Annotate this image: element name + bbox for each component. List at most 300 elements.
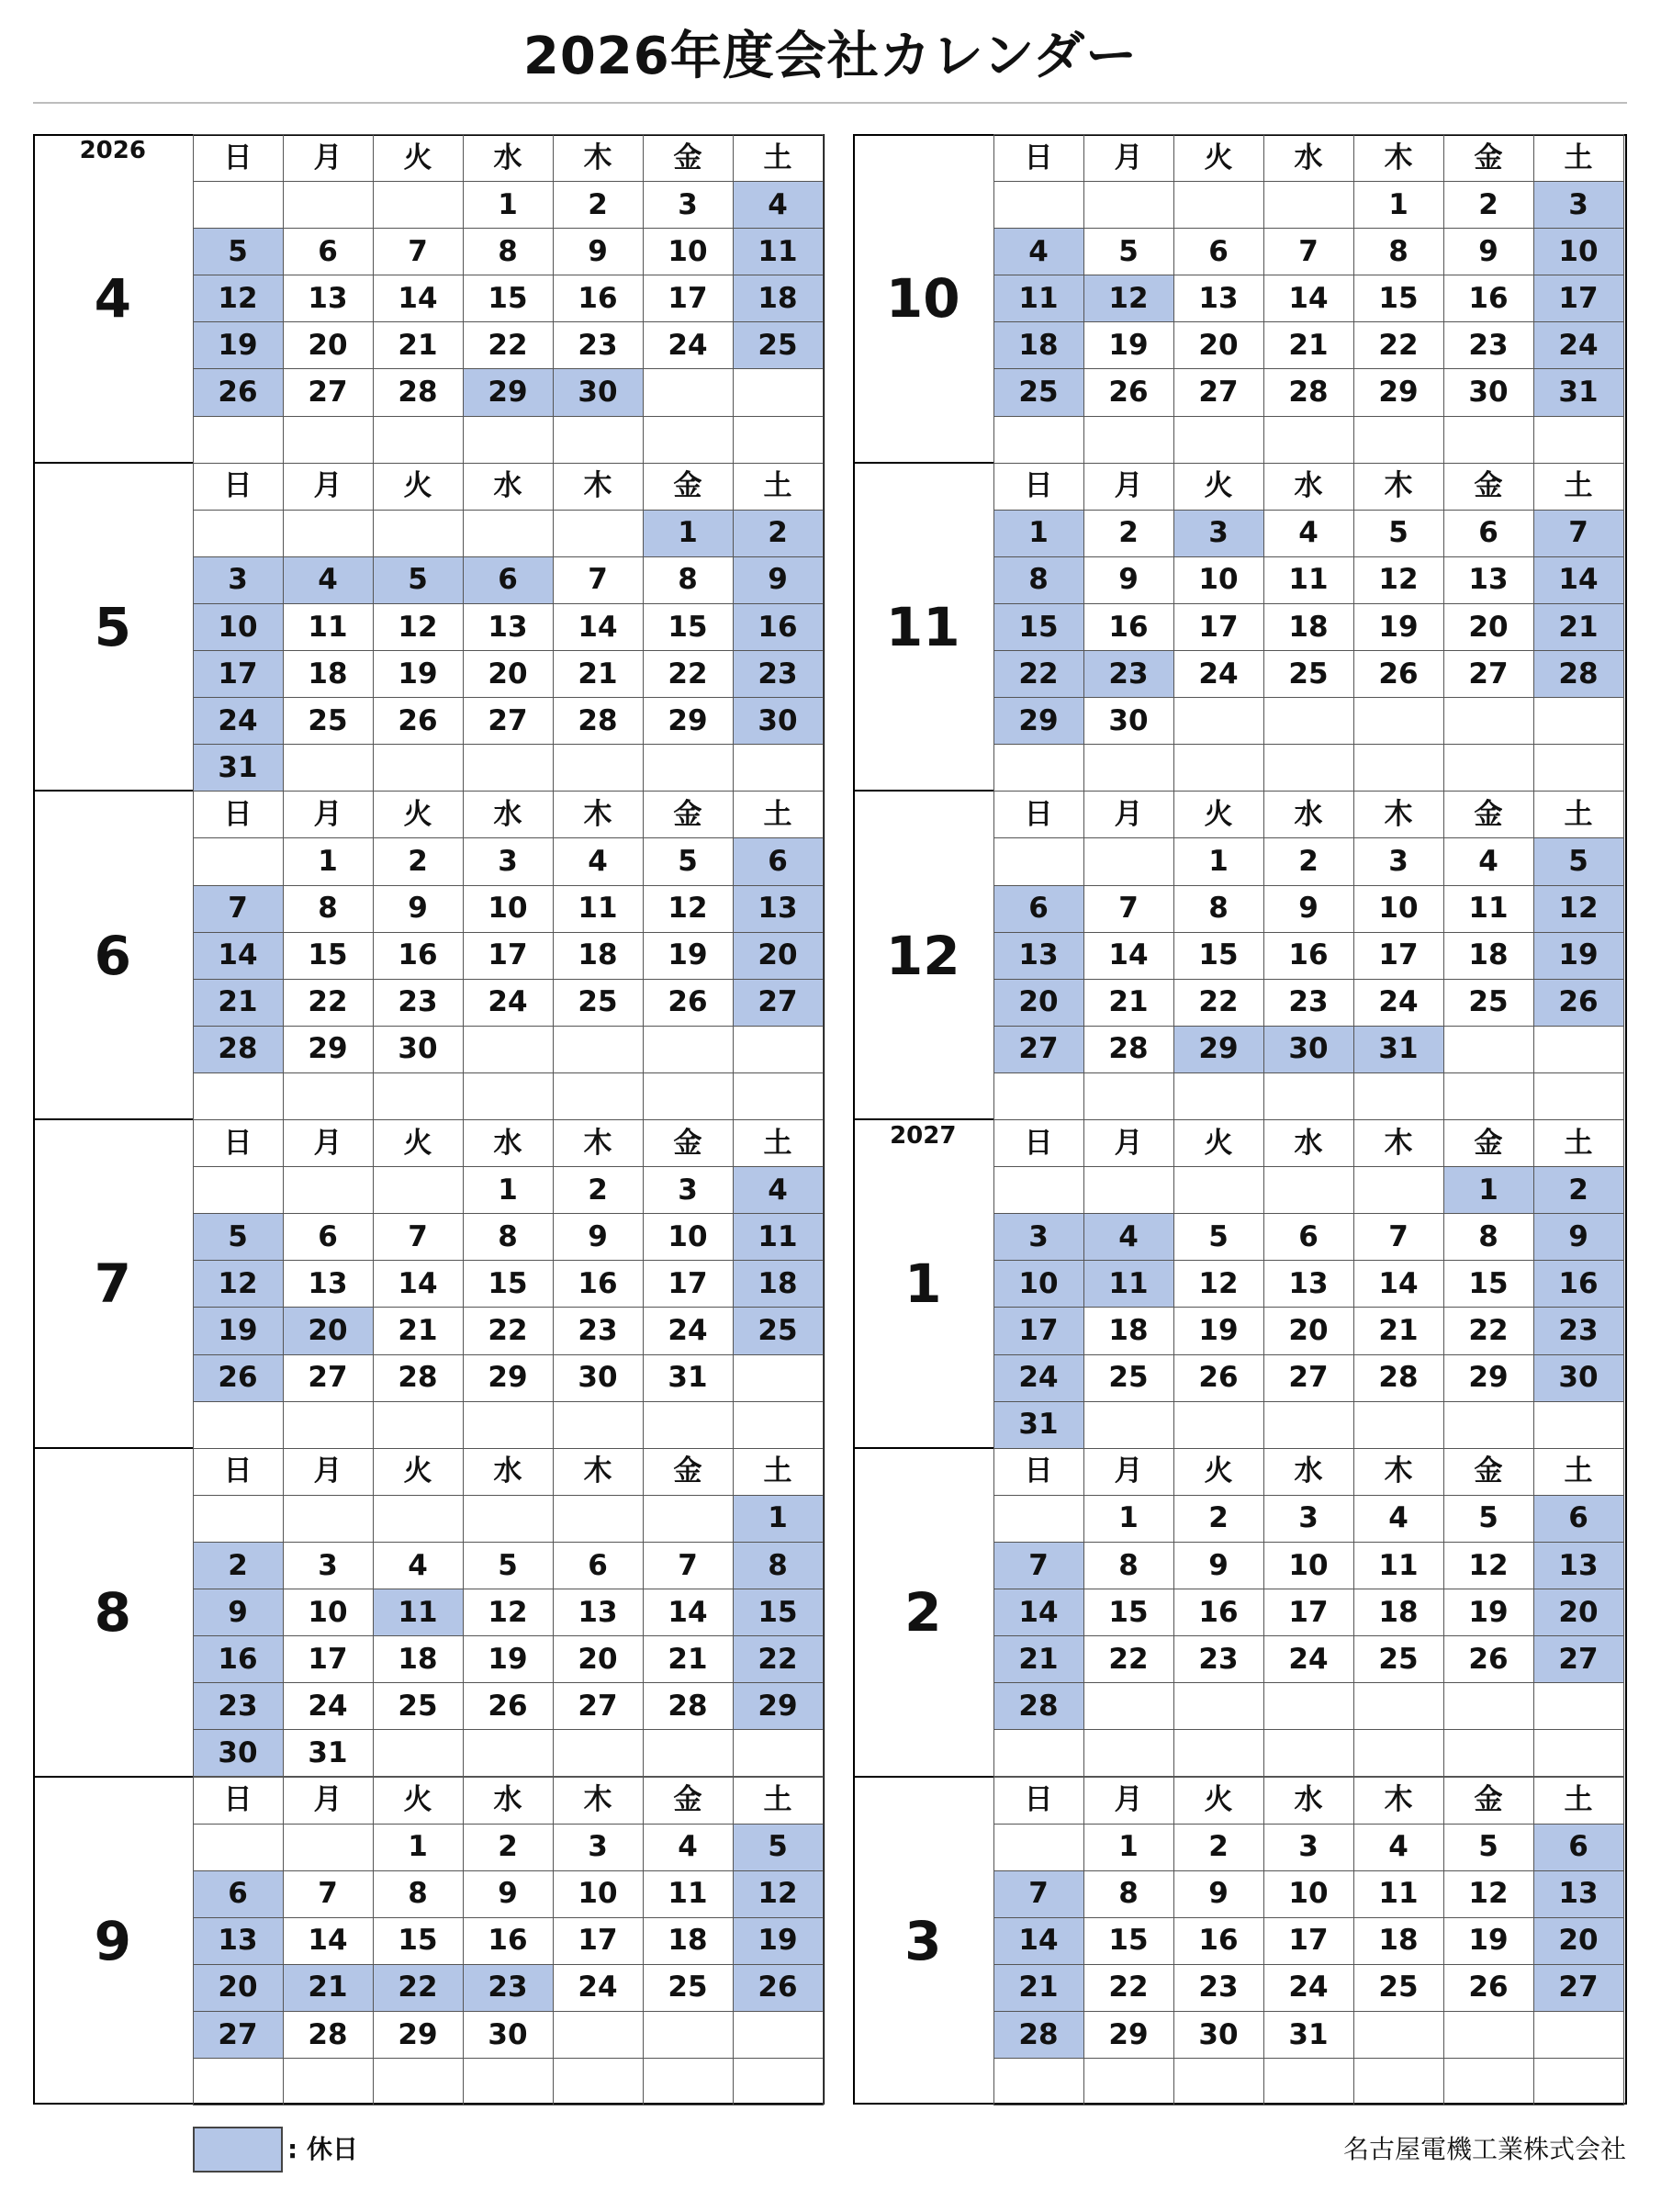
holiday-day-cell: 31	[1533, 369, 1623, 416]
year-label: 2026	[79, 136, 146, 164]
empty-day-cell	[1533, 745, 1623, 792]
day-cell: 6	[1443, 510, 1533, 556]
day-cell: 2	[553, 1167, 643, 1214]
day-cell: 6	[283, 229, 373, 275]
day-cell: 21	[1263, 322, 1353, 369]
day-cell: 9	[1443, 229, 1533, 275]
empty-day-cell	[1353, 1072, 1443, 1119]
day-cell: 19	[643, 932, 733, 979]
day-cell: 12	[1173, 1261, 1263, 1308]
day-cell: 11	[553, 885, 643, 932]
empty-day-cell	[993, 1730, 1083, 1777]
empty-day-cell	[553, 1072, 643, 1119]
holiday-day-cell: 16	[733, 603, 823, 650]
day-cell: 18	[1263, 603, 1353, 650]
weekday-header: 木	[553, 1777, 643, 1824]
holiday-day-cell: 21	[193, 979, 283, 1026]
day-cell: 5	[1443, 1495, 1533, 1542]
empty-day-cell	[993, 1072, 1083, 1119]
day-cell: 27	[553, 1683, 643, 1730]
empty-day-cell	[553, 1026, 643, 1072]
month-number: 12	[885, 924, 960, 987]
empty-day-cell	[373, 182, 463, 229]
month-block-9	[33, 1777, 824, 2106]
weekday-header: 土	[1533, 1448, 1623, 1495]
empty-day-cell	[993, 2059, 1083, 2105]
month-label-cell	[33, 1448, 193, 1777]
empty-day-cell	[553, 2059, 643, 2105]
day-cell: 25	[1443, 979, 1533, 1026]
empty-day-cell	[1443, 698, 1533, 745]
empty-day-cell	[1083, 745, 1173, 792]
weekday-header: 土	[1533, 135, 1623, 182]
weekday-header: 火	[1173, 1120, 1263, 1167]
empty-day-cell	[1353, 1683, 1443, 1730]
empty-day-cell	[373, 1167, 463, 1214]
day-cell: 31	[1263, 2011, 1353, 2058]
holiday-day-cell: 13	[1533, 1870, 1623, 1917]
weekday-header: 日	[193, 792, 283, 838]
day-cell: 26	[1443, 1964, 1533, 2011]
day-cell: 4	[1353, 1824, 1443, 1870]
day-cell: 4	[373, 1542, 463, 1589]
holiday-day-cell: 4	[283, 556, 373, 603]
empty-day-cell	[463, 1072, 553, 1119]
day-cell: 3	[553, 1824, 643, 1870]
weekday-header: 月	[283, 1120, 373, 1167]
month-number: 11	[885, 596, 960, 659]
day-cell: 26	[643, 979, 733, 1026]
holiday-day-cell: 1	[643, 510, 733, 556]
empty-day-cell	[733, 1730, 823, 1777]
holiday-day-cell: 12	[193, 275, 283, 322]
day-cell: 7	[283, 1870, 373, 1917]
day-cell: 16	[1173, 1589, 1263, 1636]
empty-day-cell	[733, 745, 823, 792]
day-cell: 17	[553, 1917, 643, 1964]
weekday-header: 火	[1173, 135, 1263, 182]
day-cell: 13	[1173, 275, 1263, 322]
day-cell: 27	[283, 1354, 373, 1401]
weekday-header: 水	[1263, 463, 1353, 510]
day-cell: 3	[283, 1542, 373, 1589]
weekday-header: 火	[373, 792, 463, 838]
empty-day-cell	[193, 838, 283, 885]
day-cell: 28	[643, 1683, 733, 1730]
empty-day-cell	[193, 182, 283, 229]
holiday-day-cell: 6	[193, 1870, 283, 1917]
day-cell: 30	[1443, 369, 1533, 416]
holiday-day-cell: 20	[733, 932, 823, 979]
day-cell: 25	[373, 1683, 463, 1730]
weekday-header: 火	[373, 1777, 463, 1824]
holiday-day-cell: 12	[733, 1870, 823, 1917]
empty-day-cell	[283, 182, 373, 229]
month-label-cell	[853, 1777, 993, 2105]
empty-day-cell	[1083, 1072, 1173, 1119]
day-cell: 8	[463, 1214, 553, 1261]
day-cell: 15	[283, 932, 373, 979]
day-cell: 21	[553, 651, 643, 698]
empty-day-cell	[373, 1730, 463, 1777]
holiday-day-cell: 30	[733, 698, 823, 745]
empty-day-cell	[1083, 416, 1173, 463]
day-cell: 12	[373, 603, 463, 650]
day-cell: 10	[553, 1870, 643, 1917]
month-separator	[33, 790, 193, 792]
weekday-header: 日	[993, 792, 1083, 838]
weekday-header: 月	[283, 135, 373, 182]
day-cell: 24	[1353, 979, 1443, 1026]
day-cell: 26	[1353, 651, 1443, 698]
empty-day-cell	[193, 1072, 283, 1119]
day-cell: 8	[1083, 1870, 1173, 1917]
holiday-day-cell: 29	[463, 369, 553, 416]
weekday-header: 木	[1353, 1448, 1443, 1495]
holiday-day-cell: 8	[733, 1542, 823, 1589]
empty-day-cell	[1443, 1026, 1533, 1072]
day-cell: 15	[643, 603, 733, 650]
day-cell: 9	[1263, 885, 1353, 932]
weekday-header: 木	[553, 135, 643, 182]
holiday-day-cell: 13	[1533, 1542, 1623, 1589]
day-cell: 17	[1353, 932, 1443, 979]
empty-day-cell	[733, 1026, 823, 1072]
day-cell: 29	[373, 2011, 463, 2058]
empty-day-cell	[1263, 698, 1353, 745]
holiday-day-cell: 13	[193, 1917, 283, 1964]
weekday-header: 金	[1443, 1448, 1533, 1495]
weekday-header: 土	[733, 463, 823, 510]
day-cell: 29	[283, 1026, 373, 1072]
empty-day-cell	[553, 1495, 643, 1542]
empty-day-cell	[1083, 1683, 1173, 1730]
day-cell: 24	[1173, 651, 1263, 698]
empty-day-cell	[1353, 2059, 1443, 2105]
empty-day-cell	[553, 2011, 643, 2058]
empty-day-cell	[1173, 698, 1263, 745]
day-cell: 2	[1443, 182, 1533, 229]
empty-day-cell	[643, 1730, 733, 1777]
holiday-day-cell: 3	[1533, 182, 1623, 229]
empty-day-cell	[1083, 182, 1173, 229]
day-cell: 19	[373, 651, 463, 698]
holiday-legend-swatch	[193, 2127, 283, 2173]
weekday-header: 月	[1083, 792, 1173, 838]
empty-day-cell	[1443, 1401, 1533, 1448]
day-cell: 3	[643, 1167, 733, 1214]
empty-day-cell	[283, 416, 373, 463]
year-label: 2027	[890, 1121, 957, 1150]
empty-day-cell	[193, 1495, 283, 1542]
holiday-day-cell: 3	[993, 1214, 1083, 1261]
empty-day-cell	[1173, 1730, 1263, 1777]
day-cell: 23	[1443, 322, 1533, 369]
weekday-header: 木	[1353, 1777, 1443, 1824]
holiday-day-cell: 1	[993, 510, 1083, 556]
month-number: 7	[94, 1252, 131, 1316]
empty-day-cell	[1353, 1401, 1443, 1448]
holiday-day-cell: 10	[1533, 229, 1623, 275]
weekday-header: 金	[643, 1448, 733, 1495]
day-cell: 13	[1263, 1261, 1353, 1308]
weekday-header: 水	[463, 792, 553, 838]
weekday-header: 日	[993, 1777, 1083, 1824]
day-cell: 27	[1263, 1354, 1353, 1401]
holiday-day-cell: 26	[193, 1354, 283, 1401]
day-cell: 25	[1353, 1636, 1443, 1683]
weekday-header: 日	[993, 463, 1083, 510]
empty-day-cell	[1083, 2059, 1173, 2105]
holiday-day-cell: 29	[1173, 1026, 1263, 1072]
day-cell: 12	[1443, 1870, 1533, 1917]
month-separator	[853, 1118, 993, 1120]
holiday-day-cell: 18	[733, 1261, 823, 1308]
day-cell: 8	[283, 885, 373, 932]
holiday-day-cell: 14	[993, 1589, 1083, 1636]
day-cell: 4	[1263, 510, 1353, 556]
holiday-day-cell: 28	[993, 2011, 1083, 2058]
day-cell: 28	[1083, 1026, 1173, 1072]
month-separator	[33, 1118, 193, 1120]
empty-day-cell	[1173, 1072, 1263, 1119]
month-label-cell	[853, 792, 993, 1120]
day-cell: 4	[1353, 1495, 1443, 1542]
weekday-header: 金	[643, 1777, 733, 1824]
day-cell: 25	[643, 1964, 733, 2011]
holiday-day-cell: 16	[193, 1636, 283, 1683]
weekday-header: 金	[1443, 135, 1533, 182]
day-cell: 1	[1173, 838, 1263, 885]
holiday-day-cell: 2	[733, 510, 823, 556]
empty-day-cell	[553, 1401, 643, 1448]
weekday-header: 金	[1443, 792, 1533, 838]
day-cell: 2	[463, 1824, 553, 1870]
day-cell: 13	[283, 275, 373, 322]
holiday-day-cell: 16	[1533, 1261, 1623, 1308]
day-cell: 6	[1173, 229, 1263, 275]
holiday-day-cell: 6	[463, 556, 553, 603]
day-cell: 23	[553, 1308, 643, 1354]
holiday-day-cell: 19	[193, 322, 283, 369]
day-cell: 16	[1173, 1917, 1263, 1964]
empty-day-cell	[1533, 416, 1623, 463]
day-cell: 16	[463, 1917, 553, 1964]
day-cell: 13	[463, 603, 553, 650]
weekday-header: 日	[993, 1448, 1083, 1495]
holiday-day-cell: 6	[1533, 1824, 1623, 1870]
month-block-7	[33, 1119, 824, 1449]
day-cell: 7	[1083, 885, 1173, 932]
day-cell: 14	[553, 603, 643, 650]
day-cell: 9	[1083, 556, 1173, 603]
day-cell: 19	[1173, 1308, 1263, 1354]
day-cell: 1	[463, 1167, 553, 1214]
empty-day-cell	[643, 1495, 733, 1542]
day-cell: 22	[1083, 1964, 1173, 2011]
holiday-day-cell: 24	[993, 1354, 1083, 1401]
day-cell: 27	[283, 369, 373, 416]
company-name: 名古屋電機工業株式会社	[1342, 2134, 1626, 2164]
weekday-header: 月	[1083, 463, 1173, 510]
day-cell: 14	[1083, 932, 1173, 979]
day-cell: 5	[463, 1542, 553, 1589]
empty-day-cell	[733, 369, 823, 416]
day-cell: 1	[373, 1824, 463, 1870]
holiday-day-cell: 21	[993, 1636, 1083, 1683]
empty-day-cell	[1353, 416, 1443, 463]
weekday-header: 金	[1443, 1120, 1533, 1167]
weekday-header: 日	[193, 1448, 283, 1495]
day-cell: 20	[1173, 322, 1263, 369]
empty-day-cell	[1083, 1167, 1173, 1214]
empty-day-cell	[283, 1072, 373, 1119]
day-cell: 17	[1263, 1589, 1353, 1636]
day-cell: 18	[553, 932, 643, 979]
holiday-day-cell: 15	[993, 603, 1083, 650]
month-number: 1	[904, 1252, 942, 1316]
weekday-header: 金	[643, 1120, 733, 1167]
empty-day-cell	[1353, 2011, 1443, 2058]
weekday-header: 火	[1173, 1777, 1263, 1824]
holiday-day-cell: 31	[993, 1401, 1083, 1448]
day-cell: 22	[643, 651, 733, 698]
holiday-day-cell: 28	[993, 1683, 1083, 1730]
holiday-day-cell: 30	[1533, 1354, 1623, 1401]
day-cell: 24	[1263, 1636, 1353, 1683]
weekday-header: 月	[1083, 1120, 1173, 1167]
day-cell: 18	[1443, 932, 1533, 979]
empty-day-cell	[1443, 745, 1533, 792]
holiday-day-cell: 23	[733, 651, 823, 698]
empty-day-cell	[1263, 1730, 1353, 1777]
day-cell: 4	[553, 838, 643, 885]
holiday-day-cell: 10	[993, 1261, 1083, 1308]
empty-day-cell	[1173, 416, 1263, 463]
day-cell: 10	[643, 229, 733, 275]
holiday-day-cell: 19	[1533, 932, 1623, 979]
empty-day-cell	[283, 1824, 373, 1870]
day-cell: 28	[373, 369, 463, 416]
day-cell: 2	[1263, 838, 1353, 885]
empty-day-cell	[373, 510, 463, 556]
day-cell: 3	[643, 182, 733, 229]
holiday-day-cell: 21	[1533, 603, 1623, 650]
day-cell: 22	[463, 322, 553, 369]
holiday-day-cell: 7	[993, 1542, 1083, 1589]
month-separator	[33, 1776, 193, 1778]
weekday-header: 月	[283, 792, 373, 838]
day-cell: 31	[643, 1354, 733, 1401]
holiday-day-cell: 8	[993, 556, 1083, 603]
day-cell: 25	[1263, 651, 1353, 698]
holiday-day-cell: 5	[193, 229, 283, 275]
weekday-header: 水	[1263, 1448, 1353, 1495]
holiday-day-cell: 27	[733, 979, 823, 1026]
empty-day-cell	[373, 1401, 463, 1448]
day-cell: 19	[1443, 1589, 1533, 1636]
holiday-day-cell: 25	[733, 1308, 823, 1354]
day-cell: 20	[1443, 603, 1533, 650]
empty-day-cell	[1443, 1683, 1533, 1730]
day-cell: 6	[553, 1542, 643, 1589]
holiday-day-cell: 23	[193, 1683, 283, 1730]
holiday-day-cell: 6	[733, 838, 823, 885]
empty-day-cell	[1533, 1026, 1623, 1072]
day-cell: 5	[1173, 1214, 1263, 1261]
day-cell: 30	[1173, 2011, 1263, 2058]
holiday-day-cell: 5	[193, 1214, 283, 1261]
empty-day-cell	[283, 1401, 373, 1448]
day-cell: 22	[463, 1308, 553, 1354]
holiday-day-cell: 19	[193, 1308, 283, 1354]
holiday-day-cell: 22	[373, 1964, 463, 2011]
holiday-day-cell: 4	[993, 229, 1083, 275]
day-cell: 22	[1083, 1636, 1173, 1683]
holiday-day-cell: 12	[193, 1261, 283, 1308]
holiday-day-cell: 29	[993, 698, 1083, 745]
day-cell: 9	[553, 1214, 643, 1261]
weekday-header: 日	[193, 1120, 283, 1167]
day-cell: 7	[373, 229, 463, 275]
day-cell: 2	[373, 838, 463, 885]
day-cell: 18	[373, 1636, 463, 1683]
day-cell: 1	[1353, 182, 1443, 229]
month-label-cell	[33, 135, 193, 464]
holiday-day-cell: 2	[1533, 1167, 1623, 1214]
holiday-day-cell: 1	[1443, 1167, 1533, 1214]
holiday-day-cell: 4	[1083, 1214, 1173, 1261]
empty-day-cell	[993, 1495, 1083, 1542]
month-block-2	[853, 1448, 1624, 1778]
empty-day-cell	[373, 1072, 463, 1119]
month-label-cell	[853, 135, 993, 464]
empty-day-cell	[1533, 1401, 1623, 1448]
weekday-header: 木	[1353, 135, 1443, 182]
holiday-day-cell: 9	[733, 556, 823, 603]
month-separator	[853, 462, 993, 464]
day-cell: 24	[553, 1964, 643, 2011]
day-cell: 18	[283, 651, 373, 698]
holiday-day-cell: 18	[733, 275, 823, 322]
holiday-day-cell: 11	[373, 1589, 463, 1636]
day-cell: 4	[1443, 838, 1533, 885]
empty-day-cell	[643, 1072, 733, 1119]
weekday-header: 日	[993, 1120, 1083, 1167]
empty-day-cell	[733, 2011, 823, 2058]
day-cell: 2	[1173, 1824, 1263, 1870]
day-cell: 12	[1443, 1542, 1533, 1589]
empty-day-cell	[373, 2059, 463, 2105]
weekday-header: 土	[733, 792, 823, 838]
day-cell: 26	[1173, 1354, 1263, 1401]
day-cell: 23	[1263, 979, 1353, 1026]
month-label-cell	[33, 463, 193, 792]
day-cell: 14	[283, 1917, 373, 1964]
holiday-day-cell: 27	[993, 1026, 1083, 1072]
day-cell: 22	[1353, 322, 1443, 369]
holiday-day-cell: 25	[993, 369, 1083, 416]
empty-day-cell	[1263, 1167, 1353, 1214]
empty-day-cell	[283, 510, 373, 556]
day-cell: 22	[1443, 1308, 1533, 1354]
weekday-header: 水	[1263, 1777, 1353, 1824]
weekday-header: 金	[643, 792, 733, 838]
day-cell: 3	[1263, 1824, 1353, 1870]
holiday-day-cell: 27	[1533, 1964, 1623, 2011]
holiday-day-cell: 14	[993, 1917, 1083, 1964]
day-cell: 28	[1263, 369, 1353, 416]
